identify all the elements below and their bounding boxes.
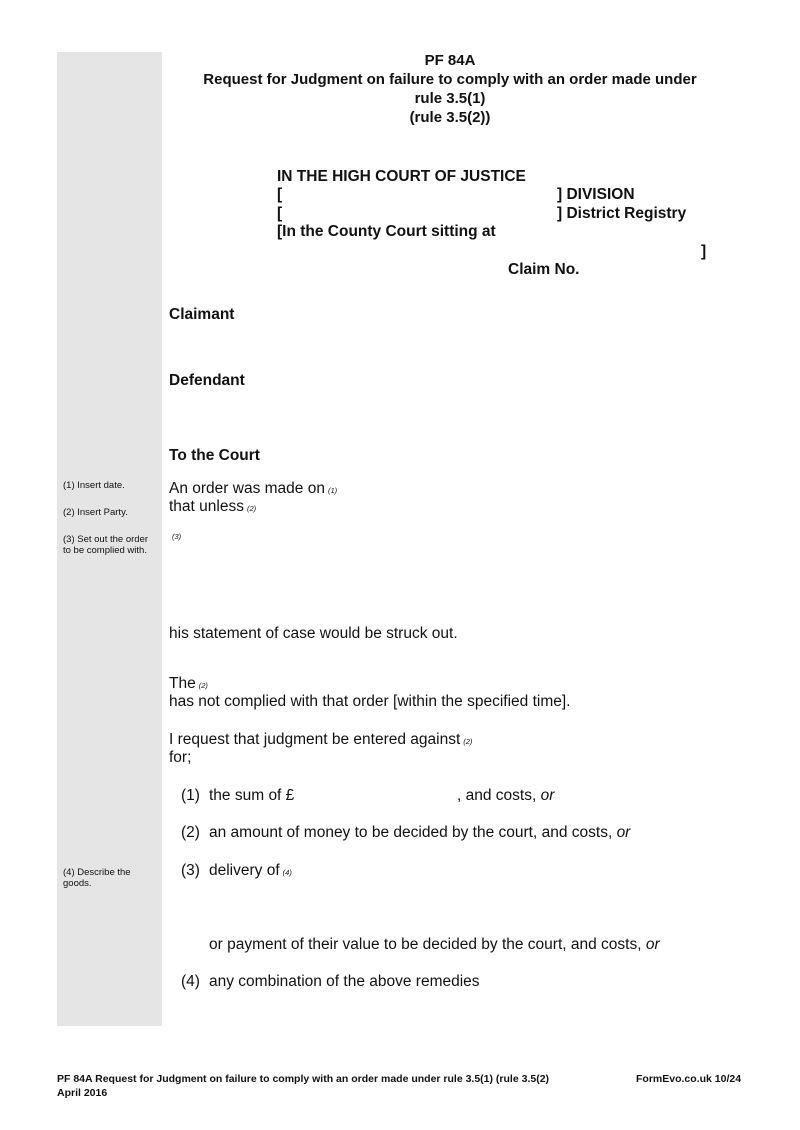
county-court-line: [In the County Court sitting at — [277, 223, 496, 240]
remedy-2-number: (2) — [181, 824, 200, 841]
footer-date: April 2016 — [57, 1087, 108, 1099]
form-title-line1: Request for Judgment on failure to comply with an order made under — [203, 71, 697, 88]
footnote-ref-2c: (2) — [463, 737, 473, 746]
claim-number-label: Claim No. — [508, 261, 580, 278]
the-text: The — [169, 675, 196, 692]
form-code: PF 84A — [424, 52, 476, 69]
claimant-label: Claimant — [169, 306, 235, 323]
form-title-line3: (rule 3.5(2)) — [409, 109, 491, 126]
remedy-3-continuation — [209, 936, 660, 954]
court-name: IN THE HIGH COURT OF JUSTICE — [277, 168, 526, 185]
remedy-2-text: an amount of money to be decided by the court, and costs, — [209, 824, 613, 841]
remedy-3-or: or — [645, 936, 660, 953]
remedy-3-line — [209, 862, 292, 880]
footer-form-title: PF 84A Request for Judgment on failure to comply with an order made under rule 3.5(1) (rule 3.5(2) — [57, 1073, 550, 1085]
footnote-ref-1: (1) — [327, 486, 338, 495]
division-open-bracket: [ — [277, 186, 283, 203]
remedy-1-tail-text: , and costs, — [457, 787, 537, 804]
registry-open-bracket: [ — [277, 205, 283, 222]
defendant-label: Defendant — [169, 372, 245, 389]
remedy-4-number: (4) — [181, 973, 200, 990]
that-unless-line — [169, 498, 256, 516]
registry-label: ] District Registry — [557, 205, 687, 222]
footer-page-ref: FormEvo.co.uk 10/24 — [636, 1073, 742, 1085]
footnote-ref-4: (4) — [282, 868, 292, 877]
remedy-2-line — [209, 824, 630, 842]
remedy-3-text: delivery of — [209, 862, 280, 879]
not-complied-line: has not complied with that order [within the specified time]. — [169, 693, 571, 710]
to-the-court-heading: To the Court — [169, 447, 260, 464]
margin-note-2: (2) Insert Party. — [63, 507, 128, 518]
struck-out-line: his statement of case would be struck out. — [169, 625, 458, 642]
remedy-4-text: any combination of the above remedies — [209, 973, 480, 990]
margin-note-4: (4) Describe the goods. — [63, 867, 131, 889]
order-made-line — [169, 480, 337, 498]
footnote-ref-2: (2) — [246, 504, 257, 513]
for-line: for; — [169, 749, 192, 766]
margin-note-3: (3) Set out the order to be complied with. — [63, 534, 149, 556]
remedy-1-tail — [457, 787, 554, 805]
division-label: ] DIVISION — [557, 186, 635, 203]
request-line — [169, 731, 472, 749]
remedy-3-number: (3) — [181, 862, 200, 879]
margin-note-1: (1) Insert date. — [63, 480, 125, 491]
order-made-text: An order was made on — [169, 480, 325, 497]
county-close-bracket: ] — [701, 243, 707, 260]
remedy-2-or: or — [616, 824, 631, 841]
form-title-line2: rule 3.5(1) — [414, 90, 486, 107]
footnote-ref-3: (3) — [172, 532, 182, 541]
footnote-ref-2b: (2) — [198, 681, 208, 690]
the-party-line — [169, 675, 208, 693]
remedy-3-cont-text: or payment of their value to be decided by the court, and costs, — [209, 936, 642, 953]
remedy-1-or: or — [540, 787, 555, 804]
that-unless-text: that unless — [169, 498, 244, 515]
remedy-1-text: the sum of £ — [209, 787, 295, 804]
request-text: I request that judgment be entered against — [169, 731, 461, 748]
remedy-1-number: (1) — [181, 787, 200, 804]
